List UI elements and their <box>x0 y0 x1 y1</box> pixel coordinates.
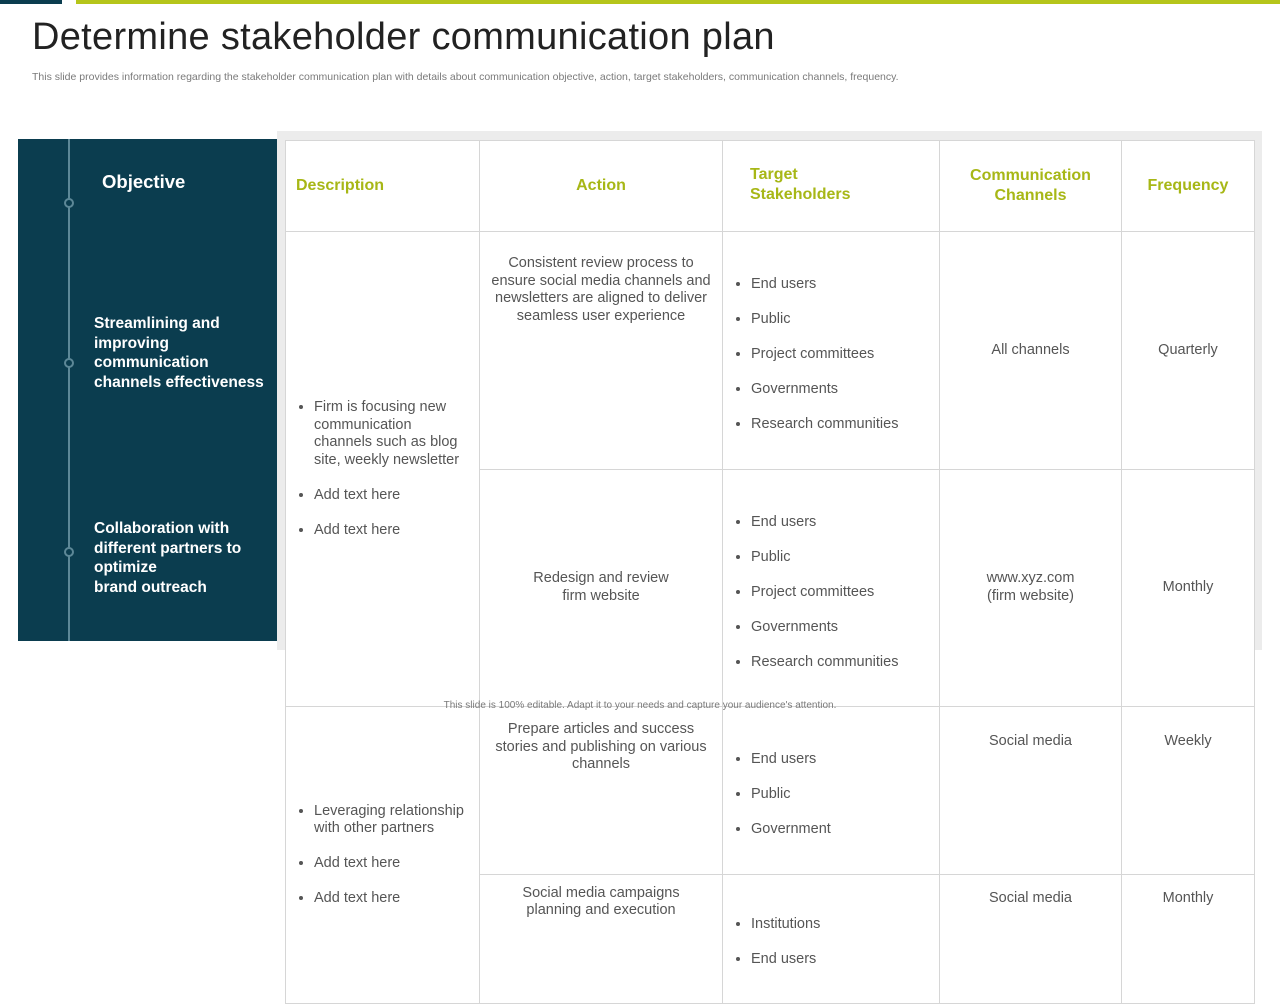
timeline-dot <box>64 358 74 368</box>
stakeholders-list <box>729 734 933 857</box>
timeline-dot <box>64 547 74 557</box>
stakeholders-cell <box>723 469 940 707</box>
action-cell: Redesign and review firm website <box>480 469 723 707</box>
description-cell <box>286 232 480 707</box>
action-cell: Consistent review process to ensure social media channels and newsletters are aligned to deliver seamless user experience <box>480 232 723 470</box>
description-item: • Add text here <box>314 855 473 873</box>
stakeholder-item: • Project committees <box>751 346 933 364</box>
stakeholder-item: • End users <box>751 276 933 294</box>
stakeholders-list <box>729 259 933 452</box>
frequency-cell: Monthly <box>1122 469 1255 707</box>
stakeholders-list <box>729 496 933 689</box>
objective-item: Streamlining and improving communication channels effectiveness <box>94 315 264 391</box>
description-item: • Add text here <box>314 487 473 505</box>
channels-cell: All channels <box>940 232 1122 470</box>
frequency-cell: Weekly <box>1122 707 1255 875</box>
header-description: Description <box>286 141 480 232</box>
communication-plan-table <box>285 140 1255 1004</box>
stakeholder-item: • Governments <box>751 381 933 399</box>
table-header-row <box>286 141 1255 232</box>
stakeholder-item: • End users <box>751 951 933 969</box>
header-target-stakeholders: Target Stakeholders <box>723 141 940 232</box>
objective-item: Collaboration with different partners to optimize brand outreach <box>94 520 242 596</box>
objective-heading: Objective <box>102 171 186 192</box>
objective-column <box>18 139 277 641</box>
channels-cell: Social media <box>940 707 1122 875</box>
slide-subtitle: This slide provides information regarding the stakeholder communication plan with details about communication objective, action, target stakeholders, communication channels, frequency. <box>32 71 899 83</box>
top-accent-bar-dark <box>0 0 62 4</box>
timeline-line <box>68 139 70 641</box>
stakeholders-cell <box>723 874 940 1004</box>
description-cell <box>286 707 480 1004</box>
frequency-cell: Quarterly <box>1122 232 1255 470</box>
table-row <box>286 707 1255 875</box>
slide-footer: This slide is 100% editable. Adapt it to your needs and capture your audience's attention. <box>443 700 837 711</box>
stakeholders-cell <box>723 707 940 875</box>
stakeholder-item: • Research communities <box>751 416 933 434</box>
top-accent-bar-lime <box>76 0 1280 4</box>
description-list <box>292 382 473 557</box>
header-action: Action <box>480 141 723 232</box>
action-cell: Social media campaigns planning and execution <box>480 874 723 1004</box>
frequency-cell: Monthly <box>1122 874 1255 1004</box>
description-list <box>292 785 473 925</box>
slide-title: Determine stakeholder communication plan <box>32 16 775 58</box>
stakeholders-cell <box>723 232 940 470</box>
stakeholder-item: • Project committees <box>751 584 933 602</box>
channels-cell: Social media <box>940 874 1122 1004</box>
description-item: • Leveraging relationship with other partners <box>314 803 473 838</box>
channels-cell: www.xyz.com (firm website) <box>940 469 1122 707</box>
header-frequency: Frequency <box>1122 141 1255 232</box>
stakeholder-item: • End users <box>751 514 933 532</box>
description-item: • Add text here <box>314 522 473 540</box>
stakeholder-item: • Public <box>751 549 933 567</box>
timeline-dot <box>64 198 74 208</box>
stakeholder-item: • Research communities <box>751 654 933 672</box>
stakeholder-item: • End users <box>751 751 933 769</box>
stakeholder-item: • Institutions <box>751 916 933 934</box>
stakeholder-item: • Government <box>751 821 933 839</box>
description-item: • Add text here <box>314 890 473 908</box>
action-cell: Prepare articles and success stories and publishing on various channels <box>480 707 723 875</box>
table-row <box>286 232 1255 470</box>
stakeholder-item: • Public <box>751 311 933 329</box>
header-communication-channels: Communication Channels <box>940 141 1122 232</box>
stakeholder-item: • Governments <box>751 619 933 637</box>
stakeholders-list <box>729 898 933 986</box>
description-item: • Firm is focusing new communication channels such as blog site, weekly newsletter <box>314 399 473 469</box>
stakeholder-item: • Public <box>751 786 933 804</box>
